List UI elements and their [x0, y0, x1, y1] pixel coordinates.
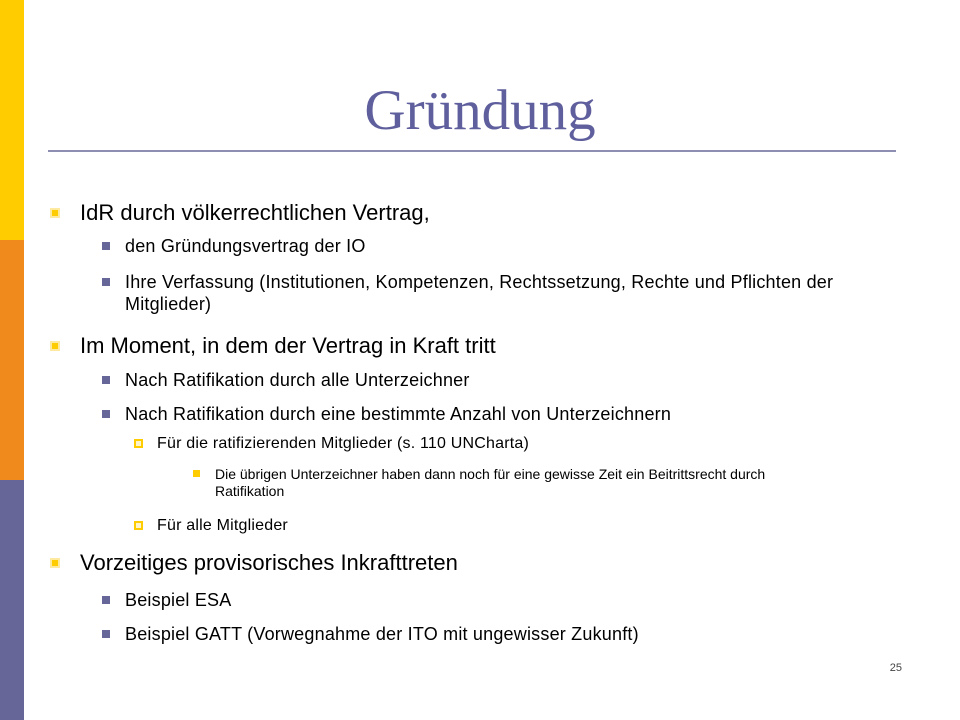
title-underline	[48, 150, 896, 152]
bullet-text: IdR durch völkerrechtlichen Vertrag,	[80, 200, 430, 225]
bullet-item	[102, 623, 882, 645]
bullet-item	[50, 200, 890, 226]
square-bullet-icon	[102, 410, 110, 418]
bullet-item	[50, 333, 890, 359]
bullet-text: Nach Ratifikation durch alle Unterzeichner	[125, 370, 470, 390]
bullet-text: Beispiel ESA	[125, 590, 232, 610]
bullet-item	[102, 271, 882, 315]
bullet-item	[102, 235, 882, 257]
hollow-square-bullet-icon	[134, 439, 143, 448]
square-bullet-icon	[50, 208, 60, 218]
bullet-text: Vorzeitiges provisorisches Inkrafttreten	[80, 550, 458, 575]
square-bullet-icon	[102, 376, 110, 384]
bullet-text: Für alle Mitglieder	[157, 517, 288, 534]
bullet-item	[102, 403, 882, 425]
square-bullet-icon	[102, 630, 110, 638]
bullet-text: Für die ratifizierenden Mitglieder (s. 110 UNCharta)	[157, 435, 530, 452]
hollow-square-bullet-icon	[134, 521, 143, 530]
bullet-item	[134, 434, 854, 453]
bullet-text: Die übrigen Unterzeichner haben dann noch für eine gewisse Zeit ein Beitrittsrecht durch Ratifikation	[215, 466, 766, 499]
bullet-item	[102, 369, 882, 391]
square-bullet-icon	[193, 470, 200, 477]
square-bullet-icon	[102, 242, 110, 250]
square-bullet-icon	[50, 341, 60, 351]
page-number: 25	[889, 662, 902, 674]
bullet-item	[50, 550, 890, 576]
square-bullet-icon	[102, 278, 110, 286]
slide-title: Gründung	[364, 79, 596, 142]
bullet-text: den Gründungsvertrag der IO	[125, 236, 366, 256]
square-bullet-icon	[102, 596, 110, 604]
bullet-text: Nach Ratifikation durch eine bestimmte Anzahl von Unterzeichnern	[125, 404, 672, 424]
bullet-item	[134, 516, 854, 535]
square-bullet-icon	[50, 558, 60, 568]
bullet-text: Beispiel GATT (Vorwegnahme der ITO mit ungewisser Zukunft)	[125, 624, 639, 644]
bullet-item	[102, 589, 882, 611]
bullet-item	[193, 466, 793, 500]
bullet-text: Im Moment, in dem der Vertrag in Kraft tritt	[80, 333, 496, 358]
decor-bar-purple	[0, 480, 24, 720]
decor-bar-orange	[0, 240, 24, 480]
bullet-text: Ihre Verfassung (Institutionen, Kompetenzen, Rechtssetzung, Rechte und Pflichten der Mitglieder)	[125, 272, 834, 314]
decor-bar-yellow	[0, 0, 24, 240]
